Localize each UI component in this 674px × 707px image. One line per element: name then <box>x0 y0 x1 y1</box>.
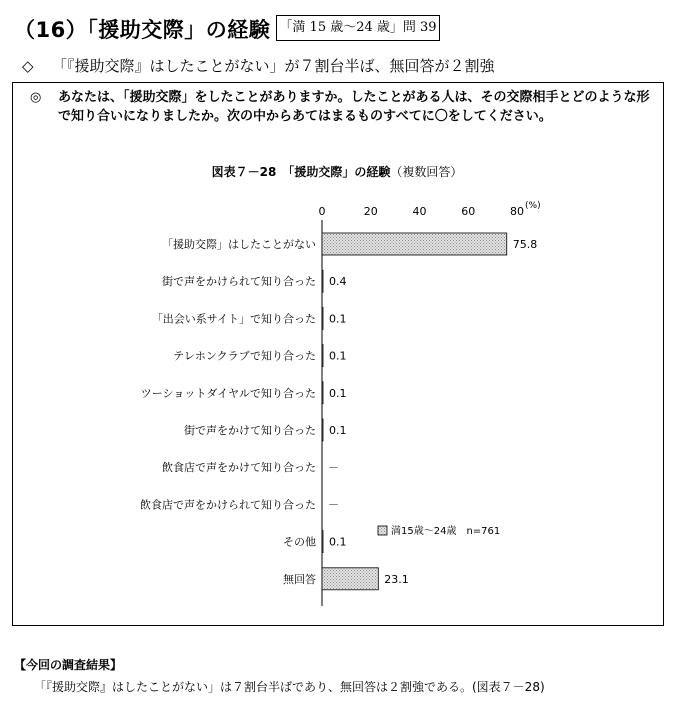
x-tick-label: 20 <box>363 205 378 218</box>
data-label: 0.1 <box>329 386 347 400</box>
category-label: 飲食店で声をかけられて知り合った <box>140 498 316 512</box>
results-heading: 【今回の調査結果】 <box>14 658 123 672</box>
x-tick-label: 60 <box>461 205 476 218</box>
section-title: （16）「援助交際」の経験 <box>14 18 271 42</box>
headline-text: 「『援助交際』はしたことがない」が７割台半ば、無回答が２割強 <box>52 57 495 75</box>
category-label: 飲食店で声をかけて知り合った <box>162 461 316 475</box>
double-circle-icon: ◎ <box>30 90 42 105</box>
figure-title-main: 図表７－28 「援助交際」の経験 <box>211 165 391 179</box>
data-label: 0.1 <box>329 349 347 363</box>
diamond-icon: ◇ <box>22 57 34 75</box>
data-label: 23.1 <box>384 572 409 586</box>
bar <box>322 233 507 255</box>
data-label: 0.1 <box>329 424 347 437</box>
category-label: ツーショットダイヤルで知り合った <box>140 386 316 400</box>
bar <box>322 345 323 367</box>
category-label: 街で声をかけて知り合った <box>184 424 316 437</box>
legend-label: 満15歳～24歳 n=761 <box>391 526 501 537</box>
data-label: 75.8 <box>512 238 538 251</box>
category-label: 街で声をかけられて知り合った <box>162 275 316 289</box>
data-label: － <box>328 461 339 475</box>
data-label: 0.1 <box>329 312 347 326</box>
category-label: 無回答 <box>283 572 316 586</box>
x-tick-label: 80 <box>510 205 524 218</box>
question-text: あなたは、「援助交際」をしたことがありますか。したことがある人は、その交際相手とどのような形で知り合いになりましたか。次の中からあてはまるものすべてに〇をしてください。 <box>58 90 650 124</box>
data-label: 0.1 <box>329 535 347 549</box>
bar <box>322 419 323 441</box>
bar <box>322 270 323 292</box>
category-label: 「出会い系サイト」で知り合った <box>151 312 316 326</box>
figure-title-subtitle: （複数回答） <box>390 165 463 179</box>
category-label: テレホンクラブで知り合った <box>173 349 316 363</box>
x-tick-label: 40 <box>412 205 427 218</box>
data-label: － <box>328 498 339 512</box>
x-tick-label: 0 <box>318 205 326 218</box>
bar <box>322 531 323 553</box>
question-reference: 「満 15 歳～24 歳」問 39 <box>276 15 440 41</box>
bar <box>322 568 378 590</box>
axis-unit-label: (%) <box>525 201 541 211</box>
legend-swatch <box>378 526 387 535</box>
category-label: 「援助交際」はしたことがない <box>162 238 316 251</box>
data-label: 0.4 <box>329 275 347 289</box>
bar <box>322 382 323 404</box>
category-label: その他 <box>283 535 316 549</box>
bar <box>322 307 323 329</box>
results-text: 「『援助交際』はしたことがない」は７割台半ばであり、無回答は２割強である。(図表７－28) <box>34 680 545 694</box>
